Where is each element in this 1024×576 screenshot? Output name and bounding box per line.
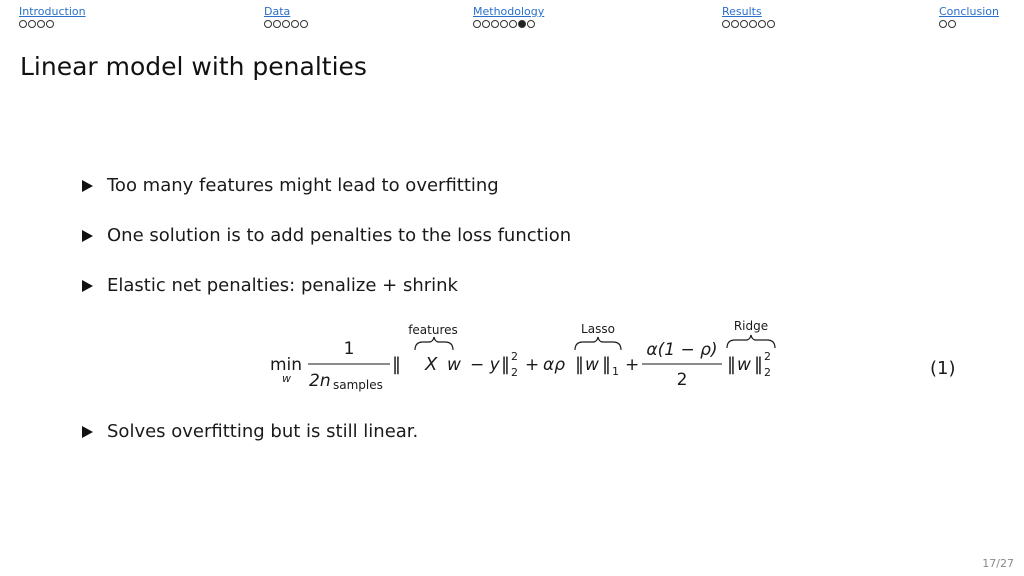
eq-norm-sub: 2 xyxy=(511,366,518,379)
nav-link-data[interactable]: Data xyxy=(264,5,291,18)
bullet-item xyxy=(82,225,571,246)
nav-section-methodology xyxy=(473,5,544,30)
eq-min-subscript: w xyxy=(282,372,291,385)
eq-w: w xyxy=(447,355,461,375)
eq-features-label: features xyxy=(408,323,458,337)
nav-dot[interactable] xyxy=(473,20,481,28)
eq-ridge-norm-close: ‖ xyxy=(754,354,763,375)
nav-dot[interactable] xyxy=(491,20,499,28)
nav-dot[interactable] xyxy=(28,20,36,28)
nav-dot[interactable] xyxy=(722,20,730,28)
elastic-net-equation xyxy=(265,314,785,394)
bullet-item xyxy=(82,421,418,442)
eq-lasso-label: Lasso xyxy=(581,322,615,336)
nav-dot[interactable] xyxy=(300,20,308,28)
navigation-bar xyxy=(0,0,1024,36)
nav-dots-data xyxy=(264,20,309,30)
eq-ridge-sup: 2 xyxy=(764,350,771,363)
eq-frac2-denominator: 2 xyxy=(676,370,688,390)
equation-number: (1) xyxy=(930,358,956,379)
nav-dot[interactable] xyxy=(767,20,775,28)
nav-dot[interactable] xyxy=(527,20,535,28)
nav-dot[interactable] xyxy=(37,20,45,28)
nav-dot[interactable] xyxy=(19,20,27,28)
bullet-triangle-icon xyxy=(82,180,93,192)
eq-lasso-sub: 1 xyxy=(612,365,619,378)
eq-frac1-denominator-sub: samples xyxy=(333,378,383,392)
bullet-triangle-icon xyxy=(82,280,93,292)
bullet-text: One solution is to add penalties to the loss function xyxy=(107,225,572,246)
eq-plus-1: + xyxy=(525,355,540,375)
nav-dot[interactable] xyxy=(948,20,956,28)
eq-lasso-brace xyxy=(575,337,621,350)
eq-frac1-numerator: 1 xyxy=(343,339,355,359)
eq-frac2-numerator: α(1 − ρ) xyxy=(646,340,718,360)
nav-dot[interactable] xyxy=(749,20,757,28)
nav-section-results xyxy=(722,5,776,30)
bullet-text: Elastic net penalties: penalize + shrink xyxy=(107,275,458,296)
nav-link-methodology[interactable]: Methodology xyxy=(473,5,545,18)
eq-lasso-w: w xyxy=(585,355,599,375)
nav-dot[interactable] xyxy=(46,20,54,28)
eq-norm-sup: 2 xyxy=(511,350,518,363)
eq-ridge-brace xyxy=(727,335,775,348)
eq-ridge-sub: 2 xyxy=(764,366,771,379)
nav-dot[interactable] xyxy=(731,20,739,28)
nav-dots-methodology xyxy=(473,20,544,30)
nav-dots-introduction xyxy=(19,20,86,30)
eq-plus-2: + xyxy=(625,355,640,375)
nav-link-conclusion[interactable]: Conclusion xyxy=(939,5,999,18)
nav-dot[interactable] xyxy=(740,20,748,28)
eq-norm-open: ‖ xyxy=(392,354,401,375)
nav-dot[interactable] xyxy=(518,20,526,28)
bullet-text: Too many features might lead to overfitting xyxy=(107,175,499,196)
eq-norm-close: ‖ xyxy=(501,354,510,375)
nav-dot[interactable] xyxy=(264,20,272,28)
eq-features-brace xyxy=(415,337,453,350)
eq-lasso-norm-open: ‖ xyxy=(575,354,584,375)
nav-dots-results xyxy=(722,20,776,30)
page-number: 17/27 xyxy=(982,557,1014,570)
nav-dot[interactable] xyxy=(758,20,766,28)
bullet-item xyxy=(82,275,458,296)
eq-lasso-norm-close: ‖ xyxy=(602,354,611,375)
nav-link-results[interactable]: Results xyxy=(722,5,762,18)
eq-X: X xyxy=(425,354,438,375)
eq-frac1-denominator: 2n xyxy=(309,371,331,391)
eq-ridge-norm-open: ‖ xyxy=(727,354,736,375)
nav-dot[interactable] xyxy=(273,20,281,28)
eq-ridge-w: w xyxy=(737,355,751,375)
eq-ridge-label: Ridge xyxy=(733,319,769,333)
nav-dot[interactable] xyxy=(482,20,490,28)
nav-section-conclusion xyxy=(939,5,999,30)
nav-dot[interactable] xyxy=(939,20,947,28)
eq-alpha-rho: αρ xyxy=(543,355,565,375)
eq-minus-y: − y xyxy=(470,355,500,375)
nav-link-introduction[interactable]: Introduction xyxy=(19,5,86,18)
bullet-triangle-icon xyxy=(82,426,93,438)
bullet-triangle-icon xyxy=(82,230,93,242)
nav-section-introduction xyxy=(19,5,86,30)
slide-title: Linear model with penalties xyxy=(20,52,367,81)
bullet-item xyxy=(82,175,499,196)
nav-dot[interactable] xyxy=(291,20,299,28)
nav-dot[interactable] xyxy=(509,20,517,28)
eq-min: min xyxy=(270,355,303,375)
nav-section-data xyxy=(264,5,309,30)
bullet-text: Solves overfitting but is still linear. xyxy=(107,421,419,442)
nav-dot[interactable] xyxy=(500,20,508,28)
nav-dots-conclusion xyxy=(939,20,999,30)
nav-dot[interactable] xyxy=(282,20,290,28)
